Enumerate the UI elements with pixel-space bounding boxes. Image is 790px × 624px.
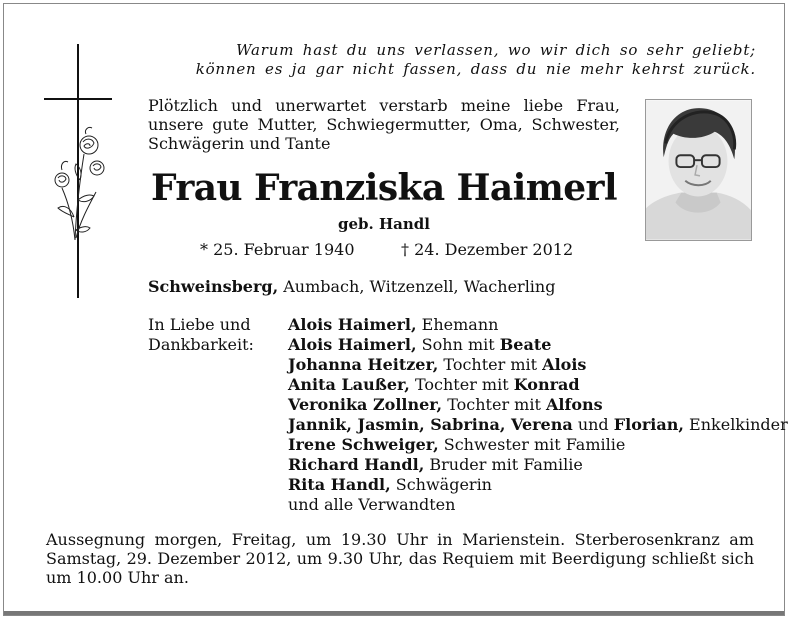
mourner-name: Veronika Zollner, — [288, 395, 443, 414]
mourner-relation: Bruder mit Familie — [424, 455, 583, 474]
motto-verse — [184, 41, 756, 79]
mourner-relation: Schwägerin — [390, 475, 492, 494]
mourner-relation: Tochter mit — [442, 395, 546, 414]
bottom-border — [4, 611, 784, 615]
mourner-name: Alois Haimerl, — [288, 315, 417, 334]
service-details: Aussegnung morgen, Freitag, um 19.30 Uhr in Marienstein. Sterberosenkranz am Samstag, 29. Dezember 2012, um 9.30 Uhr, das Requiem mit Beerdigung schließt sich um 10.00 Uhr an. — [46, 530, 754, 587]
mourner-row — [288, 315, 788, 335]
residence-rest: Aumbach, Witzenzell, Wacherling — [278, 277, 556, 296]
obituary-notice — [3, 3, 788, 616]
thanks-label-line-2: Dankbarkeit: — [148, 335, 254, 354]
mourner-relation: Ehemann — [416, 315, 499, 334]
mourner-row — [288, 475, 788, 495]
mourner-name: Johanna Heitzer, — [288, 355, 439, 374]
death-date: † 24. Dezember 2012 — [401, 240, 574, 259]
mourner-partner: Alois — [542, 355, 587, 374]
mourner-partner: Florian, — [613, 415, 684, 434]
motto-line-1: Warum hast du uns verlassen, wo wir dich so sehr geliebt; — [236, 41, 756, 59]
portrait-photo — [645, 99, 752, 241]
mourner-row — [288, 355, 788, 375]
mourner-relation: Tochter mit — [409, 375, 514, 394]
mourner-row — [288, 375, 788, 395]
thanks-label-line-1: In Liebe und — [148, 315, 251, 334]
cross-with-roses-icon — [42, 42, 114, 300]
mourner-name: Anita Laußer, — [288, 375, 410, 394]
mourner-name: Richard Handl, — [288, 455, 425, 474]
mourner-name: Alois Haimerl, — [288, 335, 417, 354]
mourner-relation: Tochter mit — [438, 355, 543, 374]
mourner-suffix: Enkelkinder — [683, 415, 788, 434]
residence-places — [148, 277, 555, 296]
mourner-relation: und — [572, 415, 614, 434]
mourner-row — [288, 415, 788, 435]
mourner-name: Jannik, Jasmin, Sabrina, Verena — [288, 415, 573, 434]
mourner-partner: Konrad — [513, 375, 580, 394]
mourner-name: Irene Schweiger, — [288, 435, 439, 454]
thanks-label — [148, 315, 254, 355]
residence-main: Schweinsberg, — [148, 277, 279, 296]
mourners-list — [288, 315, 788, 515]
birth-date: * 25. Februar 1940 — [200, 240, 355, 259]
mourner-partner: Beate — [499, 335, 552, 354]
mourner-row — [288, 335, 788, 355]
mourner-name: Rita Handl, — [288, 475, 391, 494]
mourner-row — [288, 495, 788, 515]
intro-text: Plötzlich und unerwartet verstarb meine liebe Frau, unsere gute Mutter, Schwiegermutter, Oma, Schwester, Schwägerin und Tante — [148, 96, 620, 153]
mourner-relation: Sohn mit — [416, 335, 500, 354]
mourner-row — [288, 455, 788, 475]
mourner-relation: und alle Verwandten — [288, 495, 456, 514]
mourner-row — [288, 435, 788, 455]
maiden-name: geb. Handl — [338, 215, 430, 233]
mourner-relation: Schwester mit Familie — [438, 435, 626, 454]
mourner-row — [288, 395, 788, 415]
deceased-name: Frau Franziska Haimerl — [151, 167, 617, 209]
mourner-partner: Alfons — [545, 395, 603, 414]
motto-line-2: können es ja gar nicht fassen, dass du nie mehr kehrst zurück. — [195, 60, 756, 78]
